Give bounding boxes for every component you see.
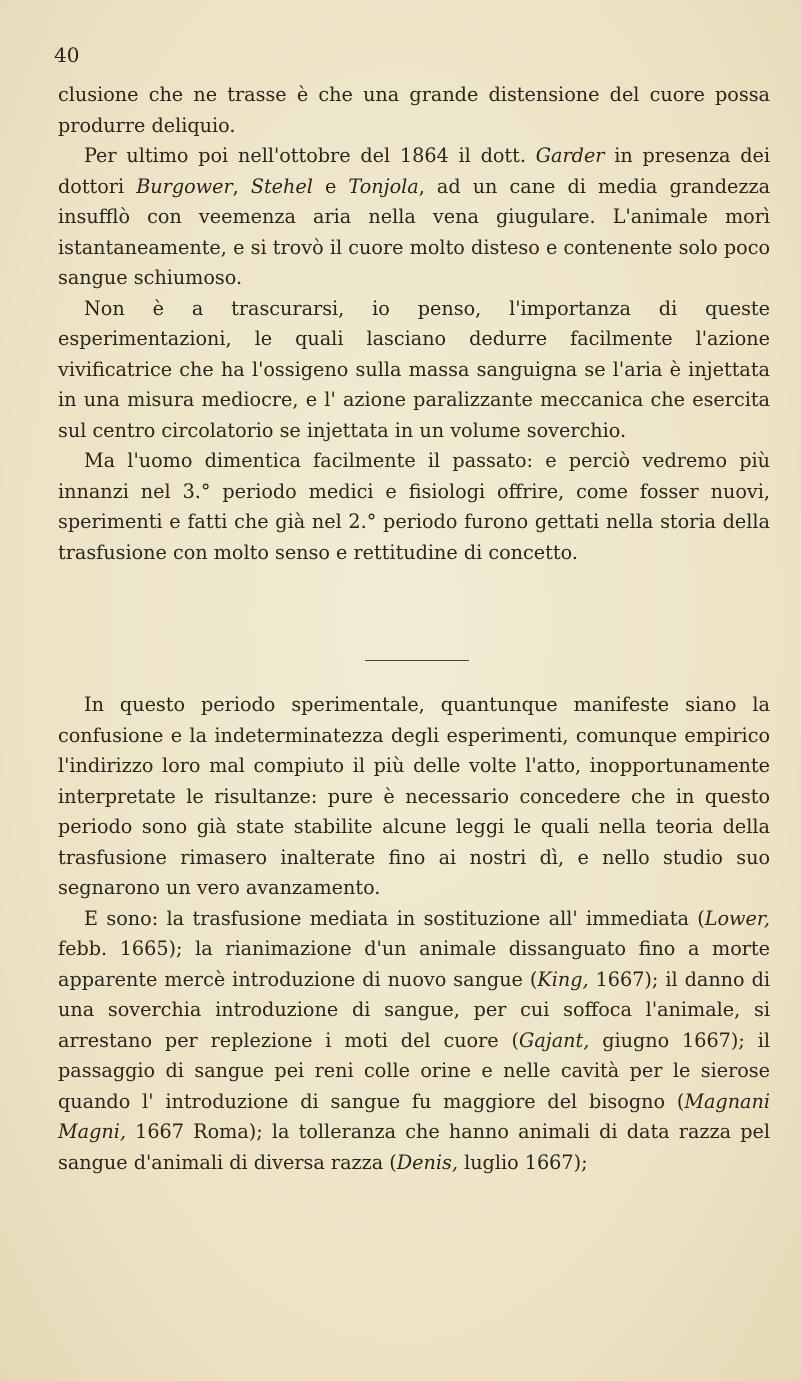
text-run: E sono: la trasfusione mediata in sostituzione all' immediata ( [84, 906, 705, 930]
author-name: Stehel [250, 174, 313, 198]
section-2-text [58, 690, 770, 1178]
author-name: Burgower [136, 174, 233, 198]
author-name: Garder [535, 144, 605, 167]
paragraph-uomo-dimentica: Ma l'uomo dimentica facilmente il passato: e perciò vedremo più innanzi nel 3.° periodo medici e fisiologi offrire, come fosser nuovi, sperimenti e fatti che già nel 2.° periodo furono gettati nella storia della trasfusione con molto senso e rettitudine di concetto. [58, 449, 770, 564]
paragraph-importanza: Non è a trascurarsi, io penso, l'importanza di queste esperimentazioni, le quali lasciano dedurre facilmente l'azione vivificatrice che ha l'ossigeno sulla massa sanguigna se l'aria è injettata in una misura mediocre, e l' azione paralizzante meccanica che esercita sul centro circolatorio se injettata in un volume soverchio. [58, 296, 770, 442]
section-1-text [58, 80, 770, 568]
paragraph-continuation: clusione che ne trasse è che una grande distensione del cuore possa produrre deliquio. [58, 83, 770, 137]
text-run: e [312, 174, 349, 198]
text-run: luglio 1667); [457, 1150, 588, 1174]
author-name: Lower, [704, 906, 770, 930]
author-name: Gajant, [519, 1028, 590, 1052]
text-run: , ad un cane di media grandezza insufflò con veemenza aria nella vena giugulare. L'animale morì istantaneamente, e si trovò il cuore molto disteso e contenente solo poco sangue schiumoso. [58, 174, 771, 289]
text-run: febb. 1665); la rianimazione d'un animale dissanguato fino a morte apparente mercè introduzione di nuovo sangue ( [58, 937, 770, 991]
text-run: 1667); il danno di una soverchia introduzione di sangue, per cui soffoca l'animale, si arrestano per replezione i moti del cuore ( [58, 967, 770, 1052]
paragraph-e-sono [58, 904, 770, 1179]
author-name: Magnani Magni, [58, 1089, 770, 1143]
paragraph-periodo-sperimentale: In questo periodo sperimentale, quantunque manifeste siano la confusione e la indeterminatezza degli esperimenti, comunque empirico l'indirizzo loro mal compiuto il più delle volte l'atto, inopportunamente interpretate le risultanze: pure è necessario concedere che in questo periodo sono già state stabilite alcune leggi le quali nella teoria della trasfusione rimasero inalterate fino ai nostri dì, e nello studio suo segnarono un vero avanzamento. [58, 693, 770, 899]
page-number: 40 [54, 43, 80, 67]
text-run: in presenza dei dottori [58, 144, 770, 198]
section-divider [365, 660, 469, 661]
text-run: 1667 Roma); la tolleranza che hanno animali di data razza pel sangue d'animali di diversa razza ( [58, 1120, 770, 1174]
author-name: King, [537, 967, 589, 991]
text-run: giugno 1667); il passaggio di sangue pei reni colle orine e nelle cavità per le sierose quando l' introduzione di sangue fu maggiore del bisogno ( [58, 1028, 770, 1113]
text-run: Per ultimo poi nell'ottobre del 1864 il dott. [84, 144, 536, 167]
author-name: Denis, [396, 1150, 458, 1174]
author-name: Tonjola [348, 174, 419, 198]
paragraph-garder [58, 141, 770, 294]
text-run: , [232, 174, 251, 198]
